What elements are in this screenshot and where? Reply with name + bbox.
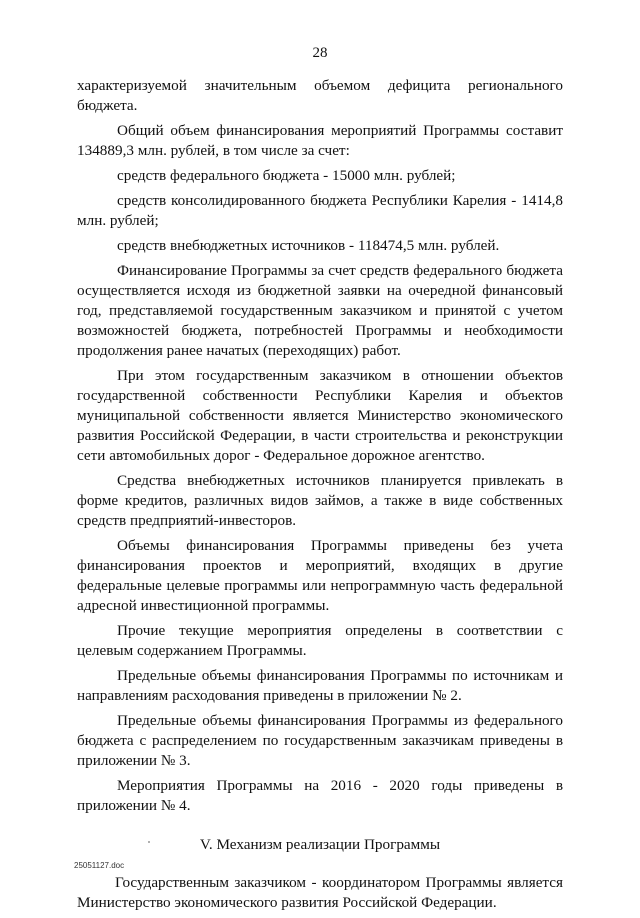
page-number: 28 bbox=[312, 45, 328, 61]
paragraph-federal-financing: Финансирование Программы за счет средств федерального бюджета осуществляется исходя из бюджетной заявки на очередной финансовый год, представляемой государственным заказчиком и принятой с учетом возможностей бюджета, потребностей Программы и необходимости продолжения ранее начатых (переходящих) работ. bbox=[77, 262, 563, 359]
paragraph-total-funding: Общий объем финансирования мероприятий Программы составит 134889,3 млн. рублей, в том числе за счет: bbox=[77, 122, 563, 159]
scan-dot bbox=[148, 841, 150, 843]
paragraph-other-activities: Прочие текущие мероприятия определены в соответствии с целевым содержанием Программы. bbox=[77, 622, 563, 659]
footer-file-code: 25051127.doc bbox=[74, 861, 125, 870]
paragraph-extrabudgetary: средств внебюджетных источников - 118474,5 млн. рублей. bbox=[117, 237, 500, 254]
section-heading: V. Механизм реализации Программы bbox=[199, 836, 441, 853]
paragraph-funding-volumes: Объемы финансирования Программы приведены без учета финансирования проектов и мероприятий, входящих в другие федеральные целевые программы или непрограммную часть федеральной адресной инвестиционной программы. bbox=[77, 537, 563, 614]
paragraph-state-customer: При этом государственным заказчиком в отношении объектов государственной собственности Республики Карелия и объектов муниципальной собственности является Министерство экономического развития Российской Федерации, в части строительства и реконструкции сети автомобильных дорог - Федеральное дорожное агентство. bbox=[77, 367, 563, 464]
document-body bbox=[77, 76, 563, 918]
paragraph-consolidated-budget: средств консолидированного бюджета Республики Карелия - 1414,8 млн. рублей; bbox=[77, 192, 563, 229]
paragraph-appendix-4: Мероприятия Программы на 2016 - 2020 годы приведены в приложении № 4. bbox=[77, 777, 563, 814]
paragraph-extrabudgetary-sources: Средства внебюджетных источников планируется привлекать в форме кредитов, различных видов займов, а также в виде собственных средств предприятий-инвесторов. bbox=[77, 472, 563, 529]
paragraph-coordinator: Государственным заказчиком - координатором Программы является Министерство экономического развития Российской Федерации. bbox=[77, 874, 563, 911]
paragraph-continuation: характеризуемой значительным объемом дефицита регионального бюджета. bbox=[77, 77, 563, 114]
paragraph-federal-budget: средств федерального бюджета - 15000 млн. рублей; bbox=[117, 167, 456, 184]
paragraph-appendix-3: Предельные объемы финансирования Программы из федерального бюджета с распределением по государственным заказчикам приведены в приложении № 3. bbox=[77, 712, 563, 769]
paragraph-appendix-2: Предельные объемы финансирования Программы по источникам и направлениям расходования приведены в приложении № 2. bbox=[77, 667, 563, 704]
